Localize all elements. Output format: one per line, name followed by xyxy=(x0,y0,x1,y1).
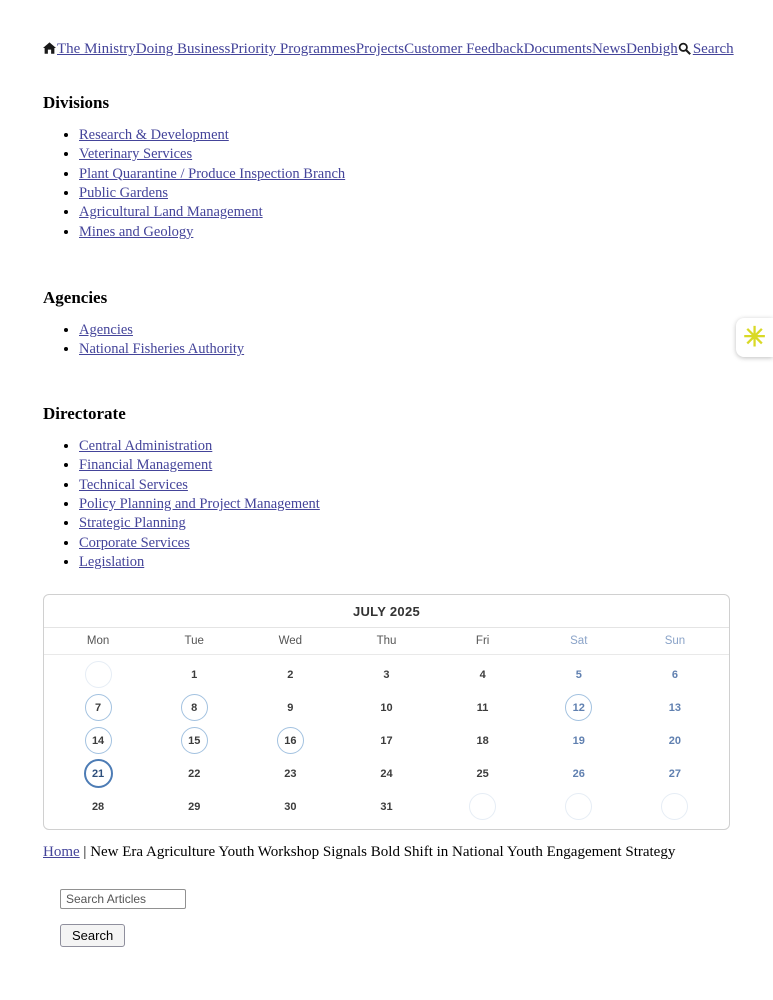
calendar xyxy=(43,594,730,830)
nav-item-projects[interactable]: Projects xyxy=(355,41,405,57)
search-icon xyxy=(678,41,693,57)
search-area xyxy=(60,889,730,947)
nav-item-denbigh[interactable]: Denbigh xyxy=(626,41,678,57)
weekday-mon: Mon xyxy=(86,635,110,648)
link-strategic-planning[interactable]: Strategic Planning xyxy=(79,515,186,532)
calendar-month-title: JULY 2025 xyxy=(44,595,729,628)
breadcrumb-article-title: New Era Agriculture Youth Workshop Signals Bold Shift in National Youth Engagement Strategy xyxy=(90,844,676,861)
divisions-list xyxy=(43,127,730,240)
directorate-list xyxy=(43,438,730,571)
breadcrumb xyxy=(43,843,730,862)
breadcrumb-home-link[interactable]: Home xyxy=(43,844,80,861)
link-financial-management[interactable]: Financial Management xyxy=(79,457,213,474)
calendar-day[interactable]: 3 xyxy=(383,668,390,681)
link-legislation[interactable]: Legislation xyxy=(79,554,145,570)
calendar-day[interactable]: 29 xyxy=(188,800,201,813)
link-research-development[interactable]: Research & Development xyxy=(79,126,229,143)
agencies-list xyxy=(43,322,730,358)
list-item xyxy=(79,127,730,143)
weekday-sat: Sat xyxy=(570,635,588,648)
calendar-week xyxy=(50,691,723,724)
nav-item-documents[interactable]: Documents xyxy=(523,41,592,57)
list-item xyxy=(79,515,730,531)
weekday-thu: Thu xyxy=(376,635,397,648)
calendar-day-empty xyxy=(50,661,146,688)
calendar-day[interactable]: 25 xyxy=(476,767,489,780)
calendar-day-empty xyxy=(627,793,723,820)
home-link[interactable] xyxy=(43,41,57,57)
calendar-grid xyxy=(44,655,729,829)
weekday-sun: Sun xyxy=(664,635,686,648)
calendar-day[interactable]: 22 xyxy=(188,767,201,780)
calendar-day[interactable]: 4 xyxy=(479,668,486,681)
calendar-day[interactable]: 24 xyxy=(380,767,393,780)
link-plant-quarantine[interactable]: Plant Quarantine / Produce Inspection Branch xyxy=(79,165,346,182)
link-technical-services[interactable]: Technical Services xyxy=(79,476,188,493)
calendar-day[interactable]: 18 xyxy=(476,734,489,747)
search-button[interactable]: Search xyxy=(60,924,125,947)
sunburst-icon: ✳ xyxy=(743,322,766,352)
section-title-directorate: Directorate xyxy=(43,403,126,423)
calendar-day[interactable]: 2 xyxy=(287,668,294,681)
calendar-day[interactable]: 26 xyxy=(572,767,585,780)
calendar-day-empty xyxy=(531,793,627,820)
list-item xyxy=(79,341,730,357)
accessibility-widget[interactable] xyxy=(736,318,773,357)
list-item xyxy=(79,166,730,182)
calendar-day[interactable]: 1 xyxy=(191,668,198,681)
calendar-day-event[interactable]: 7 xyxy=(50,694,146,721)
calendar-day[interactable]: 11 xyxy=(476,701,489,714)
link-veterinary-services[interactable]: Veterinary Services xyxy=(79,146,193,163)
list-item xyxy=(79,457,730,473)
calendar-day[interactable]: 10 xyxy=(380,701,393,714)
link-central-administration[interactable]: Central Administration xyxy=(79,437,213,454)
link-public-gardens[interactable]: Public Gardens xyxy=(79,184,168,201)
weekday-tue: Tue xyxy=(184,635,204,648)
calendar-day[interactable]: 9 xyxy=(287,701,294,714)
calendar-day-event[interactable]: 16 xyxy=(242,727,338,754)
breadcrumb-separator: | xyxy=(79,844,91,861)
calendar-day[interactable]: 30 xyxy=(284,800,297,813)
list-item xyxy=(79,535,730,551)
search-articles-input[interactable] xyxy=(60,889,186,909)
list-item xyxy=(79,554,730,570)
list-item xyxy=(79,146,730,162)
calendar-day-event[interactable]: 14 xyxy=(50,727,146,754)
list-item xyxy=(79,185,730,201)
calendar-day[interactable]: 27 xyxy=(668,767,682,780)
calendar-day-event[interactable]: 15 xyxy=(146,727,242,754)
calendar-day[interactable]: 31 xyxy=(380,800,393,813)
calendar-day-event[interactable]: 12 xyxy=(531,694,627,721)
calendar-weekday-row xyxy=(44,628,729,655)
calendar-day[interactable]: 20 xyxy=(668,734,682,747)
nav-item-news[interactable]: News xyxy=(591,41,627,57)
link-national-fisheries-authority[interactable]: National Fisheries Authority xyxy=(79,341,245,358)
list-item xyxy=(79,204,730,220)
list-item xyxy=(79,322,730,338)
calendar-day[interactable]: 6 xyxy=(671,668,678,681)
list-item xyxy=(79,477,730,493)
calendar-day[interactable]: 28 xyxy=(91,800,105,813)
list-item xyxy=(79,224,730,240)
calendar-day[interactable]: 19 xyxy=(572,734,585,747)
list-item xyxy=(79,438,730,454)
section-title-agencies: Agencies xyxy=(43,288,108,307)
link-agricultural-land-management[interactable]: Agricultural Land Management xyxy=(79,204,263,221)
nav-item-customer-feedback[interactable]: Customer Feedback xyxy=(404,41,524,57)
home-icon xyxy=(43,41,57,57)
section-title-divisions: Divisions xyxy=(43,92,110,112)
link-agencies[interactable]: Agencies xyxy=(79,322,133,338)
weekday-wed: Wed xyxy=(278,635,303,648)
nav-item-the-ministry[interactable]: The Ministry xyxy=(57,41,136,57)
calendar-week xyxy=(50,757,723,790)
top-nav xyxy=(43,40,734,59)
calendar-day-event[interactable]: 8 xyxy=(146,694,242,721)
calendar-week xyxy=(50,658,723,691)
calendar-day[interactable]: 17 xyxy=(380,734,393,747)
calendar-day-empty xyxy=(435,793,531,820)
calendar-day-today[interactable]: 21 xyxy=(50,759,146,788)
calendar-week xyxy=(50,790,723,823)
calendar-day[interactable]: 5 xyxy=(575,668,582,681)
link-corporate-services[interactable]: Corporate Services xyxy=(79,534,190,551)
nav-search-link[interactable]: Search xyxy=(692,41,734,57)
link-policy-planning[interactable]: Policy Planning and Project Management xyxy=(79,495,320,512)
list-item xyxy=(79,496,730,512)
calendar-week xyxy=(50,724,723,757)
weekday-fri: Fri xyxy=(475,635,490,648)
link-mines-and-geology[interactable]: Mines and Geology xyxy=(79,223,194,240)
calendar-day[interactable]: 23 xyxy=(284,767,297,780)
nav-item-doing-business[interactable]: Doing Business xyxy=(135,41,231,57)
calendar-day[interactable]: 13 xyxy=(668,701,682,714)
nav-item-priority-programmes[interactable]: Priority Programmes xyxy=(230,41,356,57)
